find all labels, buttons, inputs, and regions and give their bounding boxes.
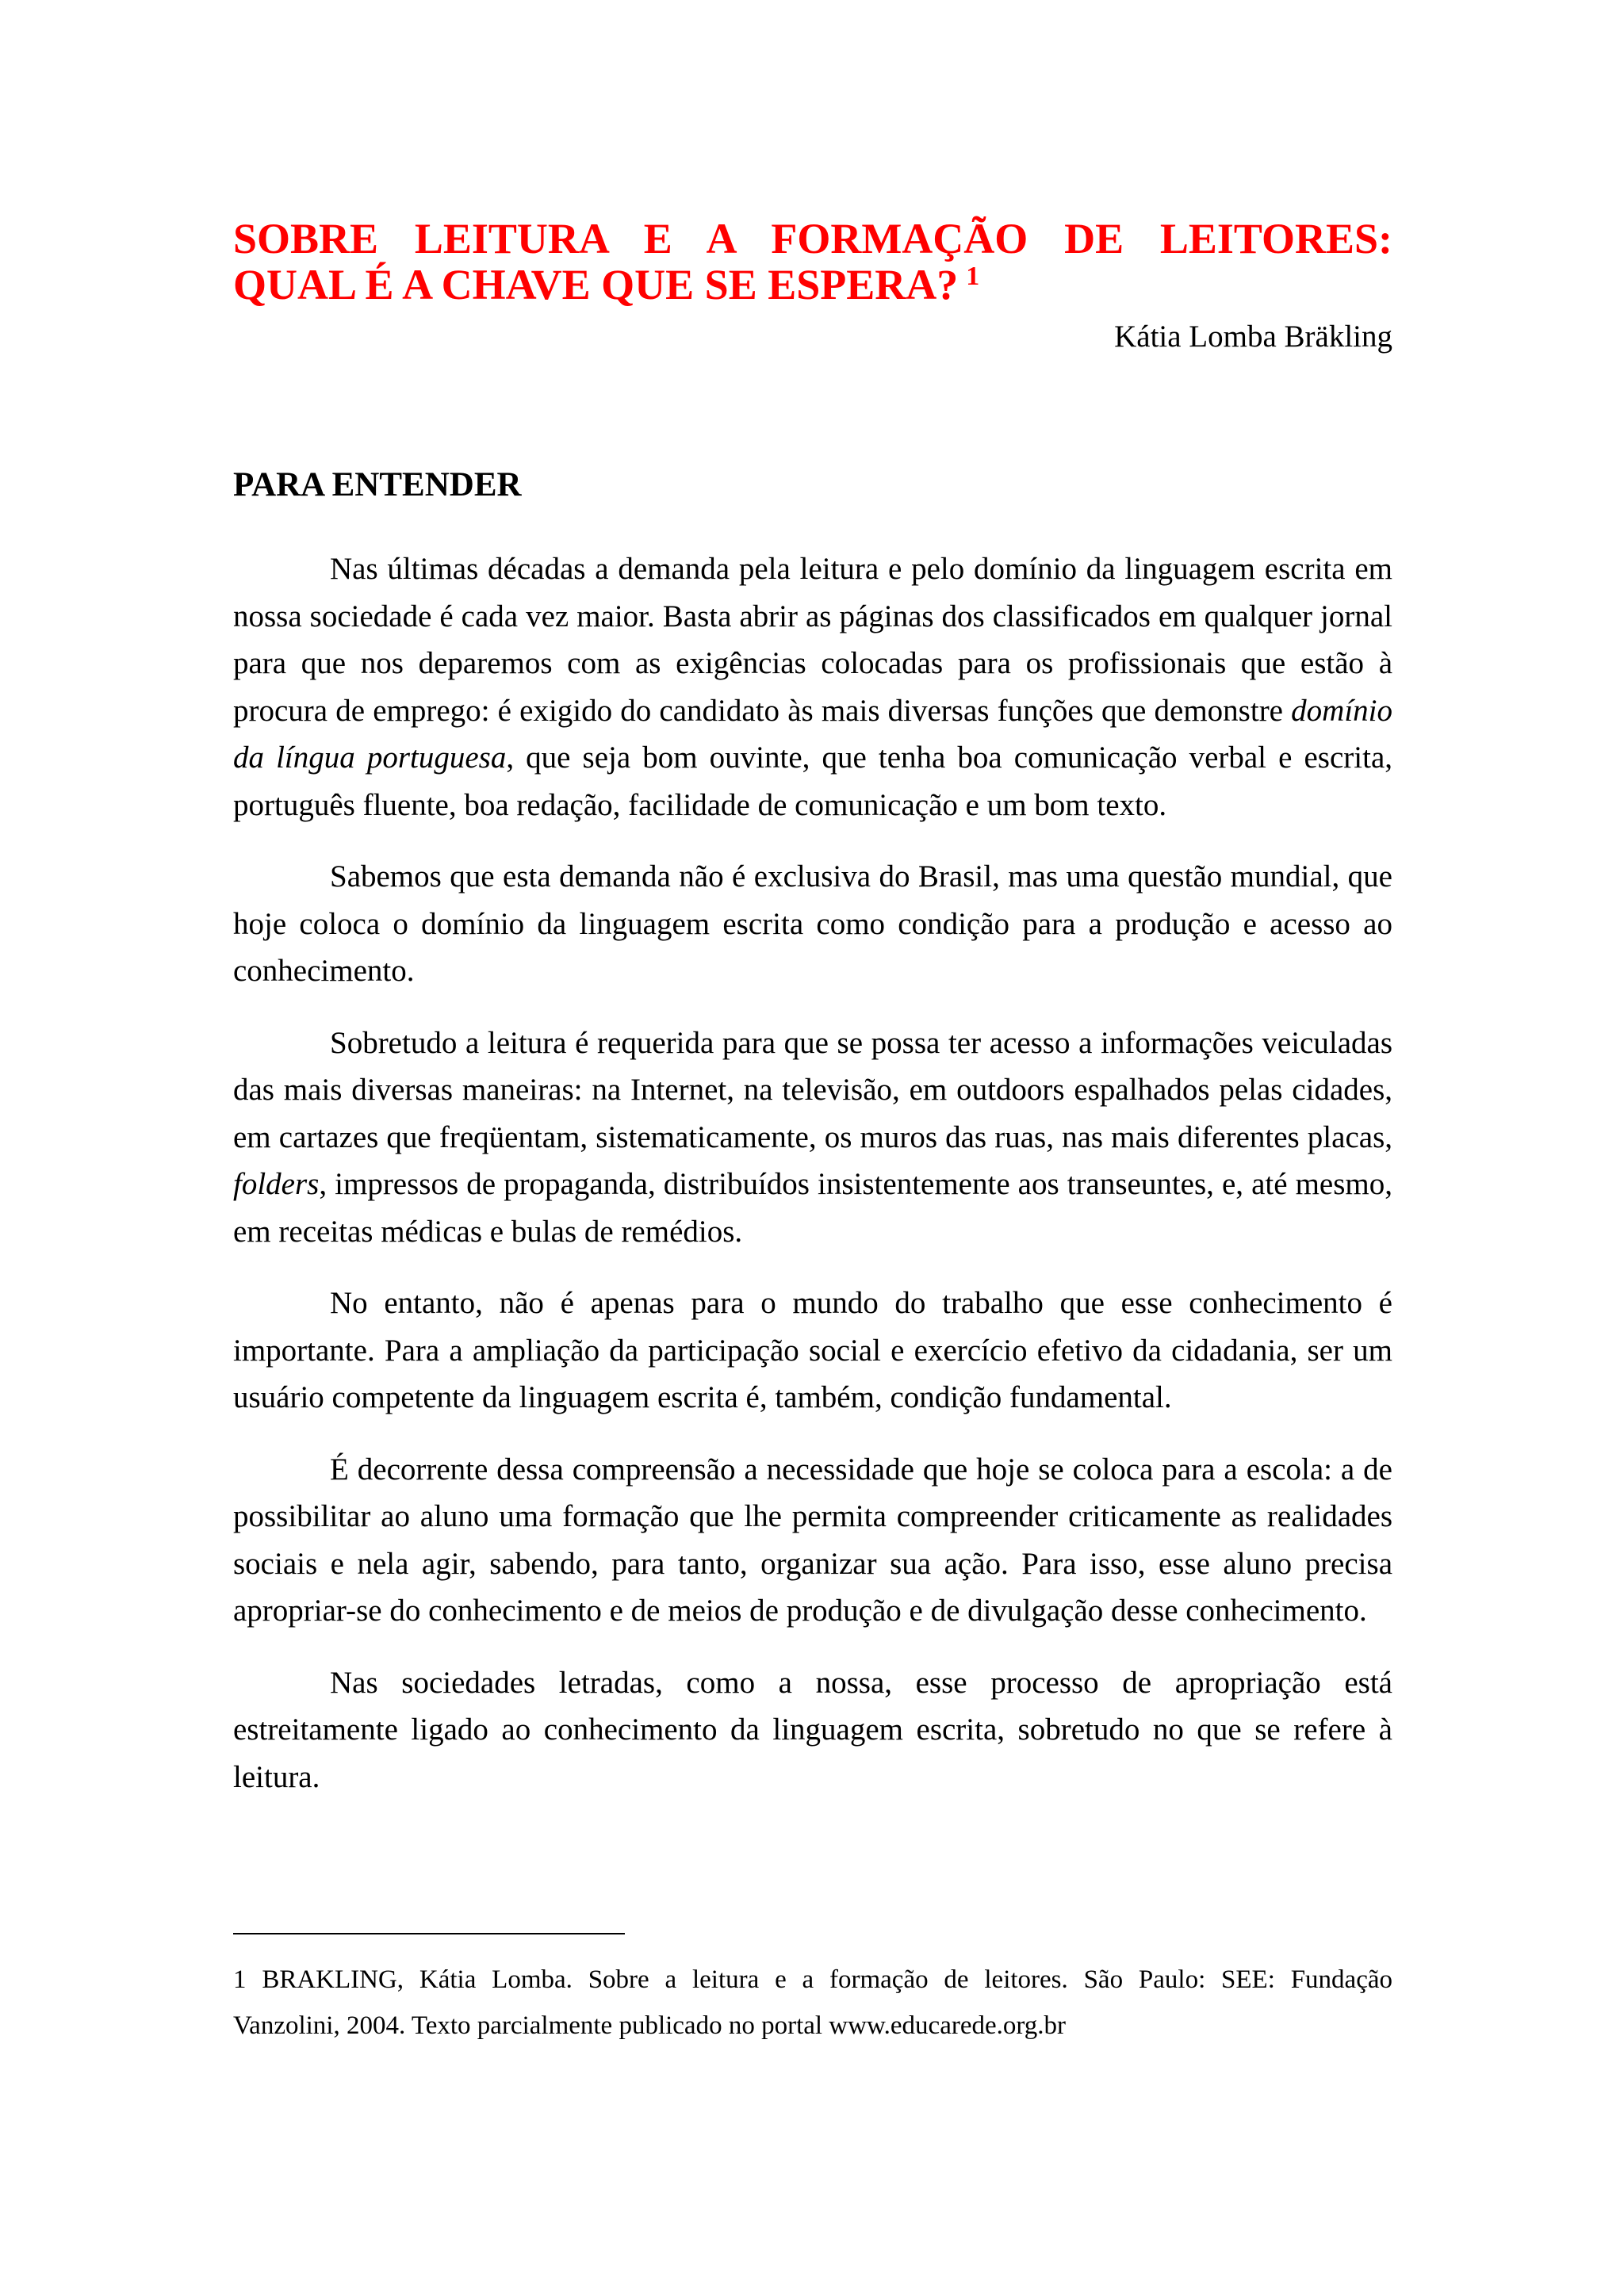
paragraph-1-part-b: , que seja bom ouvinte, que tenha boa comunicação verbal e escrita, português fluente, boa redação, facilidade de comunicação e um bom texto. xyxy=(233,740,1392,822)
paragraph-1-part-a: Nas últimas décadas a demanda pela leitura e pelo domínio da linguagem escrita em nossa sociedade é cada vez maior. Basta abrir as páginas dos classificados em qualquer jornal para que nos deparemos com as exigências colocadas para os profissionais que estão à procura de emprego: é exigido do candidato às mais diversas funções que demonstre xyxy=(233,552,1392,728)
paragraph-3-part-a: Sobretudo a leitura é requerida para que se possa ter acesso a informações veiculadas das mais diversas maneiras: na Internet, na televisão, em outdoors espalhados pelas cidades, em cartazes que freqüentam, sistematicamente, os muros das ruas, nas mais diferentes placas, xyxy=(233,1025,1392,1154)
paragraph-6: Nas sociedades letradas, como a nossa, esse processo de apropriação está estreitamente ligado ao conhecimento da linguagem escrita, sobretudo no que se refere à leitura. xyxy=(233,1665,1392,1794)
author-name: Kátia Lomba Bräkling xyxy=(1114,320,1392,354)
footnote xyxy=(233,1957,1392,2049)
paragraph-3-part-b: , impressos de propaganda, distribuídos insistentemente aos transeuntes, e, até mesmo, em receitas médicas e bulas de remédios. xyxy=(233,1167,1392,1249)
title-line-2 xyxy=(233,262,1392,308)
paragraph-3 xyxy=(233,1020,1392,1256)
title-footnote-ref: 1 xyxy=(966,262,980,291)
title-line-1: SOBRE LEITURA E A FORMAÇÃO DE LEITORES: xyxy=(233,215,1392,262)
paragraph-2: Sabemos que esta demanda não é exclusiva do Brasil, mas uma questão mundial, que hoje coloca o domínio da linguagem escrita como condição para a produção e acesso ao conhecimento. xyxy=(233,859,1392,988)
body-text xyxy=(233,545,1392,1800)
footnote-line-2: Vanzolini, 2004. Texto parcialmente publicado no portal www.educarede.org.br xyxy=(233,2011,1067,2040)
paragraph-3-italic: folders xyxy=(233,1167,320,1201)
paragraph-5: É decorrente dessa compreensão a necessidade que hoje se coloca para a escola: a de possibilitar ao aluno uma formação que lhe permita compreender criticamente as realidades sociais e nela agir, sabendo, para tanto, organizar sua ação. Para isso, esse aluno precisa apropriar-se do conhecimento e de meios de produção e de divulgação desse conhecimento. xyxy=(233,1452,1392,1628)
section-heading: PARA ENTENDER xyxy=(233,466,522,503)
footnote-line-1: 1 BRAKLING, Kátia Lomba. Sobre a leitura e a formação de leitores. São Paulo: SEE: Fundação xyxy=(233,1965,1392,1994)
paragraph-4: No entanto, não é apenas para o mundo do trabalho que esse conhecimento é importante. Para a ampliação da participação social e exercício efetivo da cidadania, ser um usuário competente da linguagem escrita é, também, condição fundamental. xyxy=(233,1286,1392,1414)
paragraph-1-italic: domínio da língua portuguesa xyxy=(233,693,1392,775)
paragraph-1 xyxy=(233,545,1392,828)
document-title xyxy=(233,216,1392,308)
footnote-divider xyxy=(233,1933,625,1934)
title-line-2-text: QUAL É A CHAVE QUE SE ESPERA? xyxy=(233,261,959,308)
document-page xyxy=(233,216,1392,1825)
